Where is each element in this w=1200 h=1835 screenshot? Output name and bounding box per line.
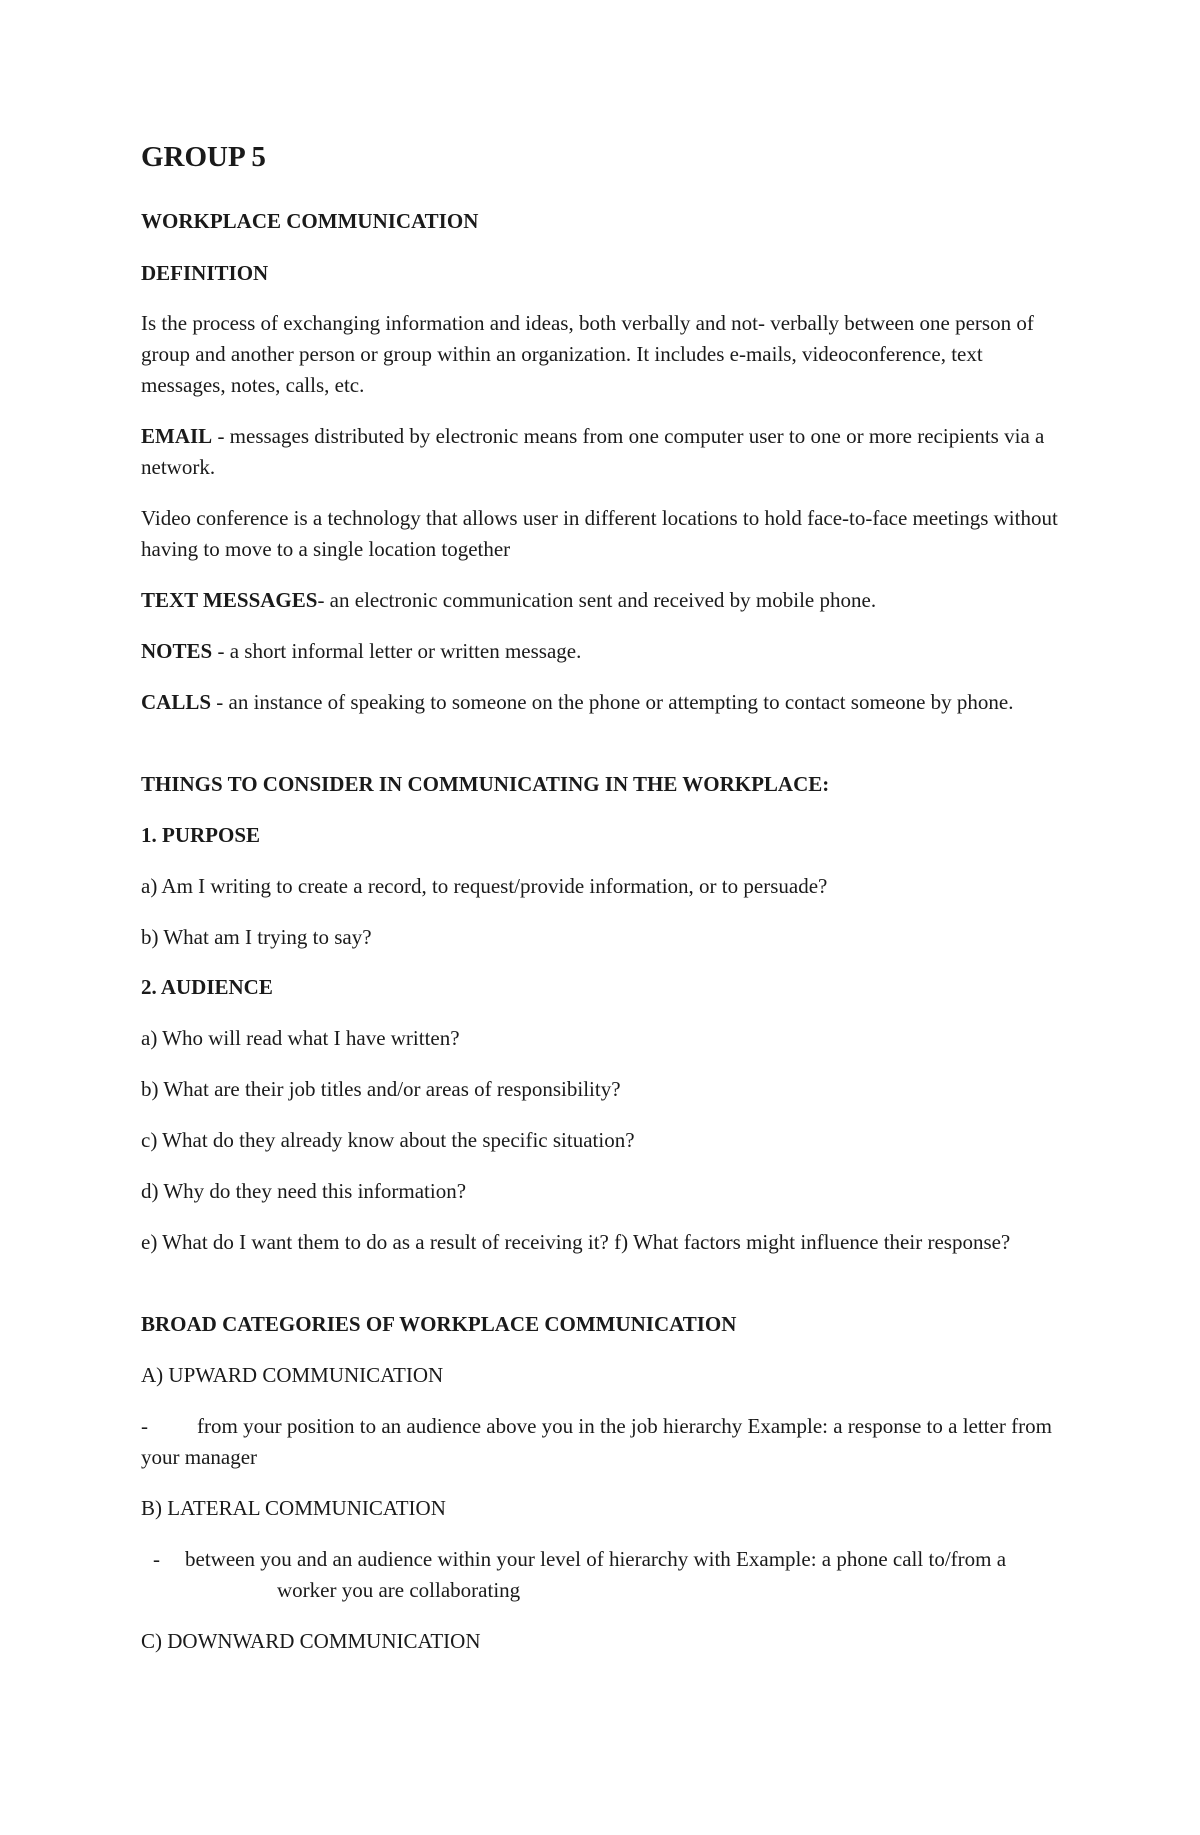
notes-term: NOTES — [141, 639, 213, 663]
purpose-heading: 1. PURPOSE — [141, 823, 261, 847]
text-messages-paragraph — [141, 585, 1066, 616]
notes-text: - a short informal letter or written message. — [212, 639, 582, 663]
email-term: EMAIL — [141, 424, 213, 448]
upward-paragraph — [141, 1411, 1066, 1473]
calls-paragraph — [141, 687, 1066, 718]
text-messages-term: TEXT MESSAGES — [141, 588, 318, 612]
video-conference-paragraph: Video conference is a technology that allows user in different locations to hold face-to-face meetings without having to move to a single location together — [141, 506, 1058, 561]
calls-text: - an instance of speaking to someone on the phone or attempting to contact someone by phone. — [211, 690, 1014, 714]
things-to-consider-heading: THINGS TO CONSIDER IN COMMUNICATING IN THE WORKPLACE: — [141, 772, 830, 796]
audience-item-e: e) What do I want them to do as a result of receiving it? f) What factors might influence their response? — [141, 1230, 1011, 1254]
purpose-item-b: b) What am I trying to say? — [141, 925, 372, 949]
lateral-text — [185, 1544, 1068, 1606]
purpose-item-a: a) Am I writing to create a record, to request/provide information, or to persuade? — [141, 874, 828, 898]
lateral-heading: B) LATERAL COMMUNICATION — [141, 1496, 446, 1520]
main-heading: WORKPLACE COMMUNICATION — [141, 209, 479, 233]
lateral-text-part2: worker you are collaborating — [277, 1578, 521, 1602]
page-title: GROUP 5 — [141, 141, 266, 173]
upward-dash: - — [141, 1414, 148, 1438]
downward-heading: C) DOWNWARD COMMUNICATION — [141, 1629, 481, 1653]
audience-item-b: b) What are their job titles and/or areas of responsibility? — [141, 1077, 621, 1101]
email-paragraph — [141, 421, 1066, 483]
upward-heading: A) UPWARD COMMUNICATION — [141, 1363, 444, 1387]
lateral-text-part1: between you and an audience within your level of hierarchy with Example: a phone call to/from a — [185, 1547, 1007, 1571]
definition-heading: DEFINITION — [141, 261, 269, 285]
notes-paragraph — [141, 636, 1066, 667]
audience-heading: 2. AUDIENCE — [141, 975, 273, 999]
document-page — [141, 0, 1066, 1835]
upward-text: from your position to an audience above you in the job hierarchy Example: a response to a letter from your manager — [141, 1414, 1052, 1469]
broad-categories-heading: BROAD CATEGORIES OF WORKPLACE COMMUNICATION — [141, 1312, 737, 1336]
audience-item-d: d) Why do they need this information? — [141, 1179, 467, 1203]
text-messages-text: - an electronic communication sent and received by mobile phone. — [317, 588, 877, 612]
lateral-bullet: - — [153, 1547, 160, 1571]
calls-term: CALLS — [141, 690, 212, 714]
audience-item-c: c) What do they already know about the specific situation? — [141, 1128, 635, 1152]
audience-item-a: a) Who will read what I have written? — [141, 1026, 460, 1050]
definition-paragraph: Is the process of exchanging information and ideas, both verbally and not- verbally between one person of group and another person or group within an organization. It includes e-mails, videoconference, text messages, notes, calls, etc. — [141, 311, 1034, 397]
lateral-bullet-item — [153, 1544, 1068, 1606]
email-text: - messages distributed by electronic means from one computer user to one or more recipients via a network. — [141, 424, 1045, 479]
